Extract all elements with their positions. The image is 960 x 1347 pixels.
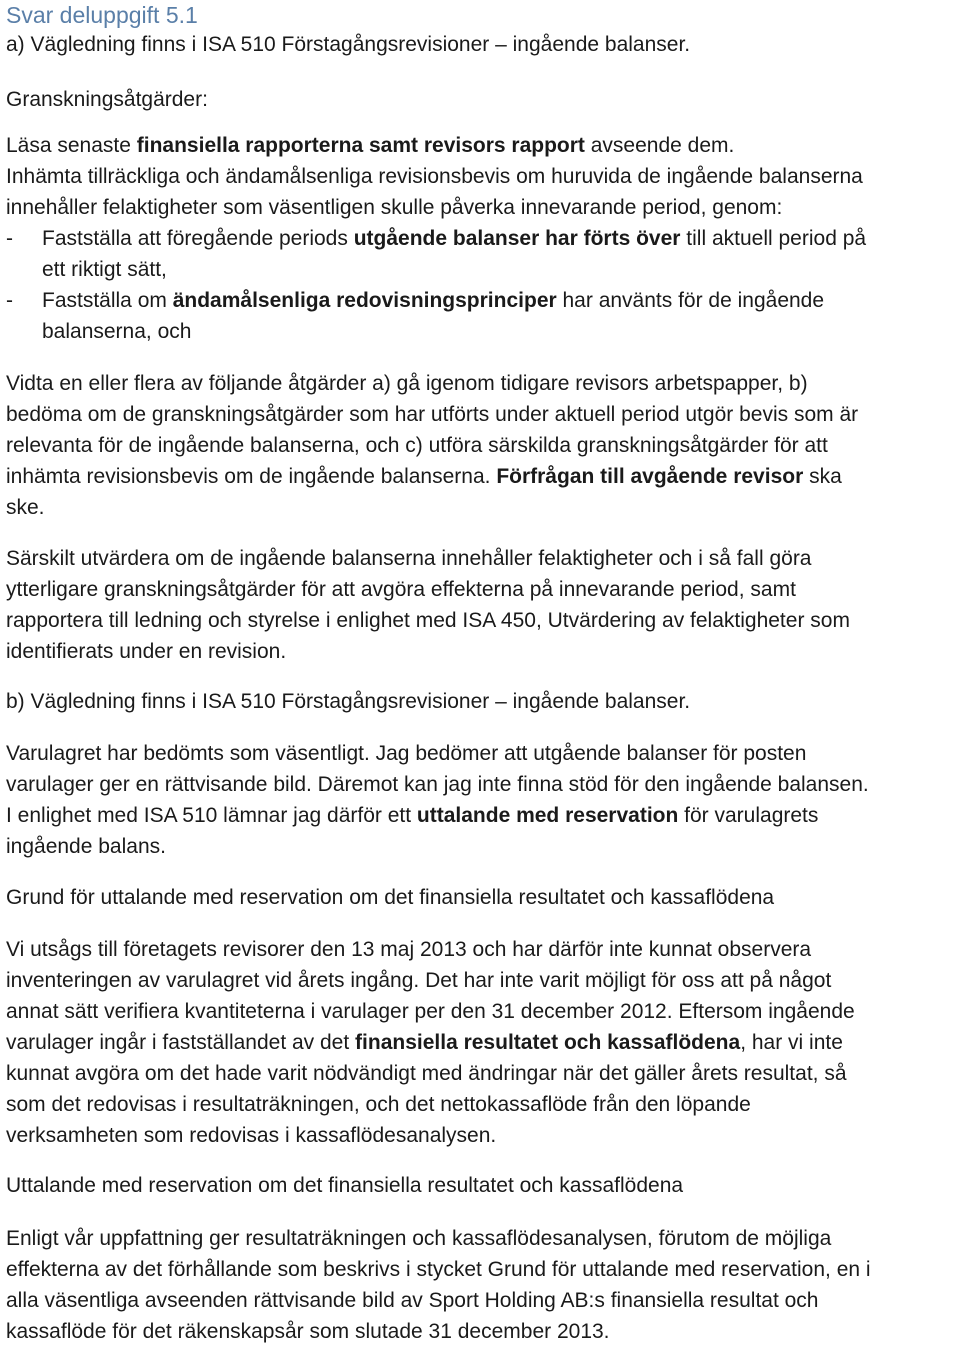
- text-line: varulager ingår i fastställandet av det finansiella resultatet och kassaflödena, har vi inte: [6, 1031, 843, 1054]
- text-line: kunnat avgöra om det hade varit nödvändigt med ändringar när det gäller årets resultat, så: [6, 1062, 847, 1085]
- text-line: relevanta för de ingående balanserna, och c) utföra särskilda granskningsåtgärder för att: [6, 434, 828, 457]
- text-line: annat sätt verifiera kvantiteterna i varulager per den 31 december 2012. Eftersom ingående: [6, 1000, 855, 1023]
- text-line: ingående balans.: [6, 835, 166, 858]
- paragraph-audit-steps: [6, 130, 956, 347]
- text-line: som det redovisas i resultaträkningen, och det nettokassaflöde från den löpande: [6, 1093, 751, 1116]
- text-line: Inhämta tillräckliga och ändamålsenliga revisionsbevis om huruvida de ingående balanserna: [6, 165, 863, 188]
- bullet-item: - Fastställa om ändamålsenliga redovisningsprinciper har använts för de ingående: [6, 285, 956, 316]
- text-line: inventeringen av varulagret vid årets ingång. Det har inte varit möjligt för oss att på något: [6, 969, 832, 992]
- text-line: ytterligare granskningsåtgärder för att avgöra effekterna på innevarande period, samt: [6, 578, 796, 601]
- paragraph-sarskilt: [6, 543, 956, 667]
- text-line: Särskilt utvärdera om de ingående balanserna innehåller felaktigheter och i så fall göra: [6, 547, 812, 570]
- granskningsatgarder-label: Granskningsåtgärder:: [6, 88, 208, 111]
- bullet-continuation: balanserna, och: [42, 320, 192, 343]
- text-line: Vidta en eller flera av följande åtgärder a) gå igenom tidigare revisors arbetspapper, b): [6, 372, 808, 395]
- text-line: Vi utsågs till företagets revisorer den 13 maj 2013 och har därför inte kunnat observera: [6, 938, 812, 961]
- paragraph-vidta: [6, 368, 956, 523]
- text-line: I enlighet med ISA 510 lämnar jag därför ett uttalande med reservation för varulagrets: [6, 804, 819, 827]
- bullet-dash: -: [6, 289, 13, 312]
- text-line: rapportera till ledning och styrelse i enlighet med ISA 450, Utvärdering av felaktigheter som: [6, 609, 850, 632]
- text-line: verksamheten som redovisas i kassaflödesanalysen.: [6, 1124, 497, 1147]
- text-line: inhämta revisionsbevis om de ingående balanserna. Förfrågan till avgående revisor ska: [6, 465, 842, 488]
- text-line: innehåller felaktigheter som väsentligen skulle påverka innevarande period, genom:: [6, 196, 783, 219]
- bullet-continuation: ett riktigt sätt,: [42, 258, 167, 281]
- section-heading: Svar deluppgift 5.1: [6, 2, 198, 28]
- paragraph-uttalande: [6, 1223, 956, 1347]
- paragraph-grund: [6, 934, 956, 1151]
- text-line: ske.: [6, 496, 45, 519]
- paragraph-varulager: [6, 738, 956, 862]
- text-line: varulager ger en rättvisande bild. Däremot kan jag inte finna stöd för den ingående balansen.: [6, 773, 869, 796]
- text-line: alla väsentliga avseenden rättvisande bild av Sport Holding AB:s finansiella resultat och: [6, 1289, 819, 1312]
- text-line: Enligt vår uppfattning ger resultaträkningen och kassaflödesanalysen, förutom de möjliga: [6, 1227, 832, 1250]
- grund-heading: Grund för uttalande med reservation om det finansiella resultatet och kassaflödena: [6, 886, 775, 909]
- bullet-dash: -: [6, 227, 13, 250]
- text-line: effekterna av det förhållande som beskrivs i stycket Grund för uttalande med reservation, en i: [6, 1258, 871, 1281]
- text-line: identifierats under en revision.: [6, 640, 287, 663]
- bullet-item: - Fastställa att föregående periods utgående balanser har förts över till aktuell period på: [6, 223, 956, 254]
- text-line: bedöma om de granskningsåtgärder som har utförts under aktuell period utgör bevis som är: [6, 403, 859, 426]
- text-line: Varulagret har bedömts som väsentligt. Jag bedömer att utgående balanser för posten: [6, 742, 807, 765]
- uttalande-heading: Uttalande med reservation om det finansiella resultatet och kassaflödena: [6, 1174, 684, 1197]
- text-line: kassaflöde för det räkenskapsår som slutade 31 december 2013.: [6, 1320, 610, 1343]
- text-line: Läsa senaste finansiella rapporterna samt revisors rapport avseende dem.: [6, 134, 735, 157]
- part-a-intro: a) Vägledning finns i ISA 510 Förstagångsrevisioner – ingående balanser.: [6, 33, 691, 56]
- part-b-intro: b) Vägledning finns i ISA 510 Förstagångsrevisioner – ingående balanser.: [6, 690, 691, 713]
